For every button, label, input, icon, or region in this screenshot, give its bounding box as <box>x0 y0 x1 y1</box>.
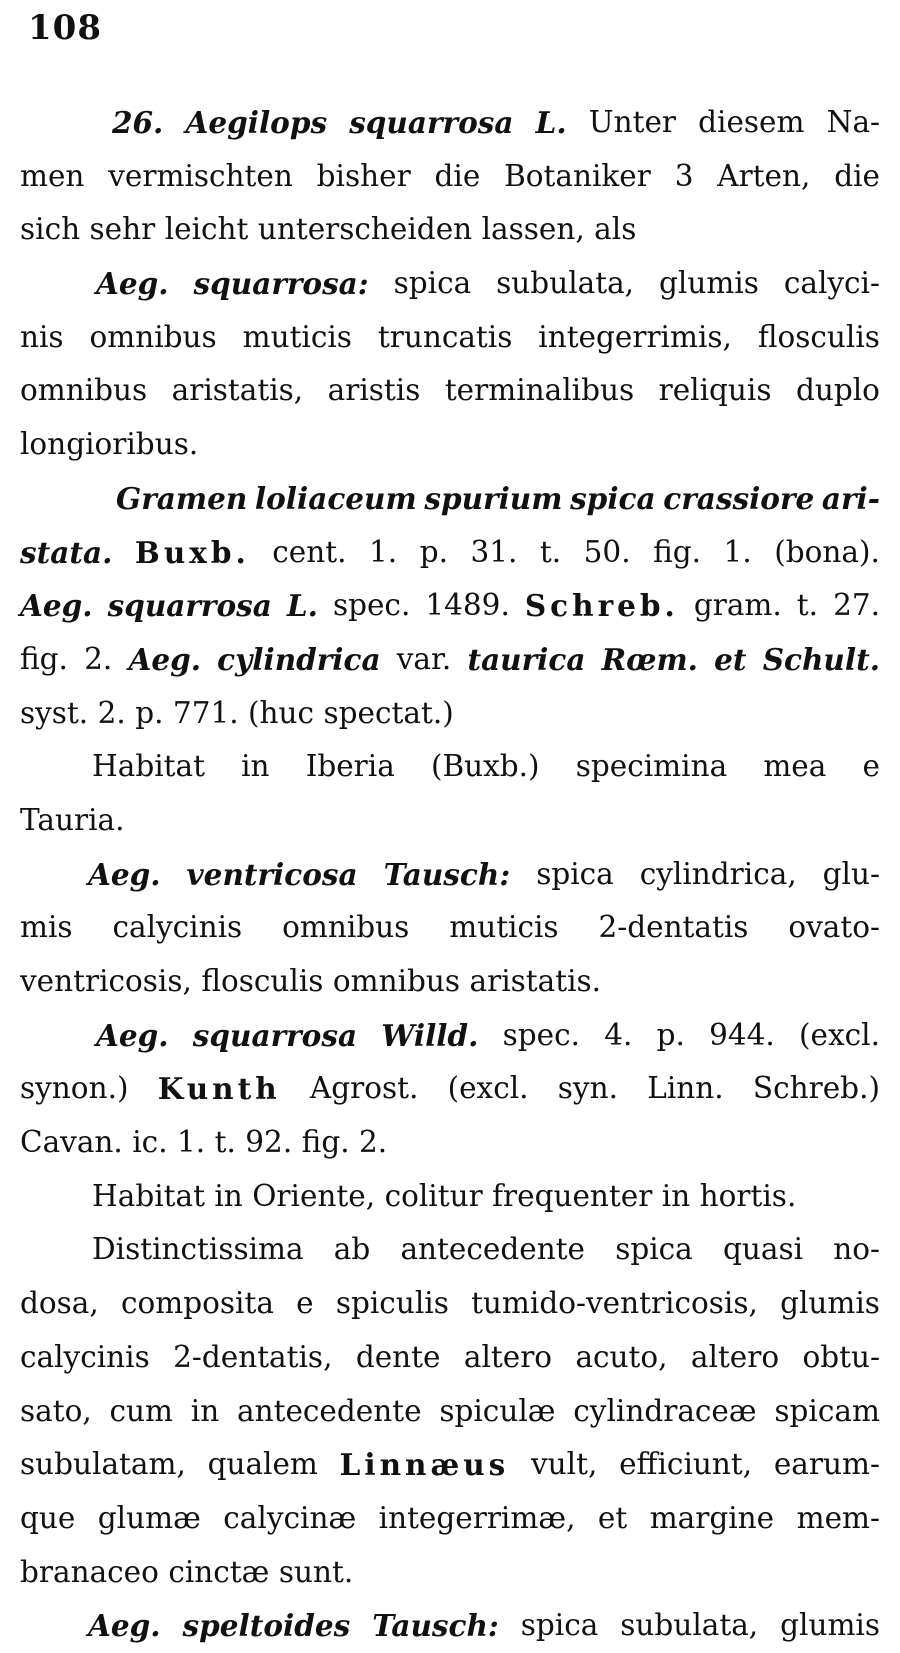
word: integerrimis, <box>538 319 732 354</box>
word: calycinæ <box>223 1500 357 1535</box>
word: L. <box>535 105 567 140</box>
word: t. <box>539 534 562 569</box>
word: spicam <box>774 1393 880 1428</box>
word: 2-dentatis <box>598 910 749 945</box>
word: spec. <box>502 1017 581 1052</box>
word: calycinis <box>20 1339 150 1374</box>
word: stata. <box>20 534 113 570</box>
word: cylindraceæ <box>573 1393 757 1428</box>
word: frequenter <box>492 1178 653 1213</box>
text-line <box>20 257 880 311</box>
word: vermischten <box>108 158 293 193</box>
word: sunt. <box>278 1554 354 1589</box>
text-line <box>20 1277 880 1331</box>
word: fig. <box>653 534 702 569</box>
word: Tauria. <box>20 802 125 837</box>
word: (excl. <box>447 1071 529 1106</box>
text-line <box>20 150 880 204</box>
word: Schult. <box>762 641 880 677</box>
word: glumis <box>780 1286 880 1321</box>
word: cinctæ <box>168 1554 270 1589</box>
word: efficiunt, <box>619 1447 753 1482</box>
word: glu- <box>822 856 880 891</box>
word: synon.) <box>20 1071 129 1106</box>
word: muticis <box>242 319 352 354</box>
word: unterscheiden <box>257 212 473 247</box>
word: antecedente <box>237 1393 422 1428</box>
word: die <box>434 158 481 193</box>
word: spica <box>520 1608 599 1643</box>
text-line <box>20 1492 880 1546</box>
text-line <box>20 96 880 150</box>
word: squarrosa <box>349 105 514 140</box>
word: t. <box>214 1125 236 1160</box>
word: obtu- <box>802 1339 880 1374</box>
word: p. <box>135 695 164 730</box>
word: (Buxb.) <box>430 749 540 784</box>
word: Linnæus <box>339 1447 510 1483</box>
word: subulata, <box>496 266 635 301</box>
word: men <box>20 158 85 193</box>
word: 31. <box>470 534 518 569</box>
word: 92. <box>245 1125 293 1160</box>
word: Kunth <box>157 1071 281 1107</box>
word: ovato- <box>788 910 880 945</box>
word: t. <box>796 588 819 623</box>
word: Tausch: <box>383 856 511 892</box>
word: altero <box>463 1339 553 1374</box>
word: Distinctissima <box>92 1232 304 1267</box>
word: qualem <box>207 1447 318 1482</box>
word: omnibus <box>20 373 148 408</box>
word: spica <box>615 1232 693 1267</box>
word: spec. <box>332 588 411 623</box>
word: in <box>214 1178 243 1213</box>
word: aristis <box>327 373 421 408</box>
word: squarrosa: <box>193 266 369 302</box>
word: fig. <box>20 641 68 676</box>
page-number: 108 <box>28 8 102 48</box>
word: mem- <box>796 1500 880 1535</box>
word: sich <box>20 212 81 247</box>
word: no- <box>833 1232 880 1267</box>
word: Aeg. <box>20 588 93 624</box>
word: specimina <box>575 749 728 784</box>
word: lassen, <box>481 212 585 247</box>
word: Aeg. <box>128 641 201 677</box>
word: altero <box>690 1339 780 1374</box>
word: dente <box>355 1339 441 1374</box>
page-body <box>20 96 880 1653</box>
word: muticis <box>449 910 559 945</box>
word: integerrimæ, <box>378 1500 576 1535</box>
word: subulatam, <box>20 1447 186 1482</box>
text-line <box>20 848 880 902</box>
word: 1489. <box>425 588 510 623</box>
text-line <box>20 1223 880 1277</box>
word: hortis. <box>699 1178 797 1213</box>
word: Buxb. <box>134 534 250 570</box>
word: colitur <box>384 1178 483 1213</box>
word: squarrosa <box>192 1017 358 1053</box>
word: 2. <box>84 641 113 676</box>
word: 1. <box>177 1125 206 1160</box>
word: earum- <box>773 1447 880 1482</box>
word: Aeg. <box>96 266 169 302</box>
word: nis <box>20 319 64 354</box>
word: ventricosis, <box>20 964 192 998</box>
word: branaceo <box>20 1554 159 1589</box>
word: Willd. <box>381 1017 479 1053</box>
word: 26. <box>112 105 164 140</box>
text-line <box>20 1062 880 1116</box>
word: Unter <box>588 105 677 139</box>
word: et <box>597 1500 628 1535</box>
word: in <box>241 749 270 784</box>
word: Rœm. <box>601 641 698 677</box>
word: 2-dentatis, <box>173 1339 333 1374</box>
word: aristatis, <box>171 373 304 408</box>
word: flosculis <box>201 964 324 998</box>
word: fig. <box>301 1125 350 1160</box>
word: in <box>190 1393 220 1428</box>
word: 4. <box>604 1017 633 1052</box>
word: Habitat <box>92 749 205 784</box>
word: tumido-ventricosis, <box>471 1286 758 1321</box>
word: omnibus <box>332 964 461 998</box>
text-line <box>20 311 880 365</box>
text-line <box>20 1116 880 1170</box>
word: ab <box>333 1232 371 1267</box>
word: (bona). <box>774 534 880 569</box>
word: Habitat <box>92 1178 205 1213</box>
word: reliquis <box>658 373 772 408</box>
word: p. <box>656 1017 685 1052</box>
text-line <box>20 1331 880 1385</box>
word: Linn. <box>647 1071 724 1106</box>
word: Oriente, <box>252 1178 376 1213</box>
word: crassiore <box>663 480 815 516</box>
word: Cavan. <box>20 1125 123 1160</box>
word: calyci- <box>783 266 880 301</box>
word: Na- <box>826 105 880 139</box>
text-line <box>20 1385 880 1439</box>
text-line <box>20 1546 880 1600</box>
word: loliaceum <box>254 480 417 516</box>
text-line <box>20 579 880 633</box>
word: glumis <box>659 266 759 301</box>
word: truncatis <box>377 319 513 354</box>
word: 1. <box>723 534 752 569</box>
word: 771. <box>172 695 239 730</box>
word: 3 <box>674 158 694 193</box>
word: 1. <box>369 534 398 569</box>
text-line <box>20 1599 880 1653</box>
word: terminalibus <box>444 373 635 408</box>
text-line <box>20 740 880 794</box>
word: als <box>594 212 637 247</box>
word: cylindrica <box>217 641 381 677</box>
word: ic. <box>132 1125 168 1160</box>
word: antecedente <box>400 1232 586 1267</box>
word: subulata, <box>620 1608 759 1643</box>
text-line <box>20 633 880 687</box>
word: que <box>20 1500 76 1535</box>
text-line <box>20 203 880 257</box>
word: 27. <box>833 588 880 623</box>
text-line <box>20 364 880 418</box>
word: Schreb. <box>524 588 679 624</box>
word: leicht <box>164 212 249 247</box>
word: Iberia <box>305 749 395 784</box>
word: var. <box>396 641 452 676</box>
word: spica <box>570 480 656 516</box>
text-line <box>20 955 880 1009</box>
word: spica <box>393 266 472 301</box>
word: spurium <box>424 480 563 516</box>
word: Botaniker <box>504 158 651 193</box>
word: die <box>834 158 880 193</box>
word: p. <box>419 534 448 569</box>
word: dosa, <box>20 1286 99 1321</box>
word: Aeg. <box>88 856 161 892</box>
word: margine <box>649 1500 775 1535</box>
word: e <box>862 749 880 784</box>
word: cum <box>109 1393 174 1428</box>
word: syst. <box>20 695 89 730</box>
text-line <box>20 526 880 580</box>
word: gram. <box>693 588 782 623</box>
word: diesem <box>698 105 805 139</box>
word: sehr <box>89 212 156 247</box>
word: Aeg. <box>96 1017 169 1053</box>
word: in <box>661 1178 691 1213</box>
word: squarrosa <box>107 588 272 624</box>
word: Arten, <box>717 158 811 193</box>
word: syn. <box>557 1071 618 1106</box>
word: quasi <box>722 1232 804 1267</box>
word: et <box>714 641 747 677</box>
word: spectat.) <box>323 695 454 730</box>
word: 50. <box>583 534 631 569</box>
word: duplo <box>795 373 880 408</box>
word: spiculis <box>335 1286 449 1321</box>
word: 2. <box>97 695 126 730</box>
word: flosculis <box>757 319 880 354</box>
text-line <box>20 901 880 955</box>
word: (excl. <box>799 1017 880 1052</box>
word: 2. <box>359 1125 388 1160</box>
word: cylindrica, <box>639 856 797 891</box>
word: ventricosa <box>186 856 358 892</box>
word: acuto, <box>575 1339 668 1374</box>
word: L. <box>286 588 318 624</box>
word: composita <box>120 1286 274 1321</box>
word: Schreb.) <box>752 1071 880 1106</box>
word: 944. <box>709 1017 775 1052</box>
word: glumæ <box>97 1500 201 1535</box>
word: omnibus <box>282 910 410 945</box>
word: Agrost. <box>309 1071 419 1106</box>
word: calycinis <box>112 910 243 945</box>
word: spica <box>536 856 614 891</box>
word: ari- <box>821 480 880 516</box>
word: mea <box>763 749 827 784</box>
word: Gramen <box>116 480 248 516</box>
text-line <box>20 418 880 472</box>
word: speltoides <box>182 1608 351 1644</box>
word: sato, <box>20 1393 92 1428</box>
text-line <box>20 472 880 526</box>
word: spiculæ <box>439 1393 556 1428</box>
word: bisher <box>316 158 411 193</box>
word: Tausch: <box>372 1608 499 1644</box>
word: glumis <box>780 1608 880 1643</box>
text-line <box>20 1438 880 1492</box>
word: cent. <box>272 534 347 569</box>
text-line <box>20 1170 880 1224</box>
text-line <box>20 794 880 848</box>
word: Aegilops <box>185 105 328 140</box>
word: mis <box>20 910 73 945</box>
word: vult, <box>531 1447 598 1482</box>
word: taurica <box>467 641 586 677</box>
word: e <box>296 1286 314 1321</box>
word: aristatis. <box>469 964 602 998</box>
word: omnibus <box>89 319 217 354</box>
word: longioribus. <box>20 427 199 462</box>
text-line <box>20 1009 880 1063</box>
word: (huc <box>248 695 315 730</box>
text-line <box>20 687 880 741</box>
word: Aeg. <box>88 1608 161 1644</box>
